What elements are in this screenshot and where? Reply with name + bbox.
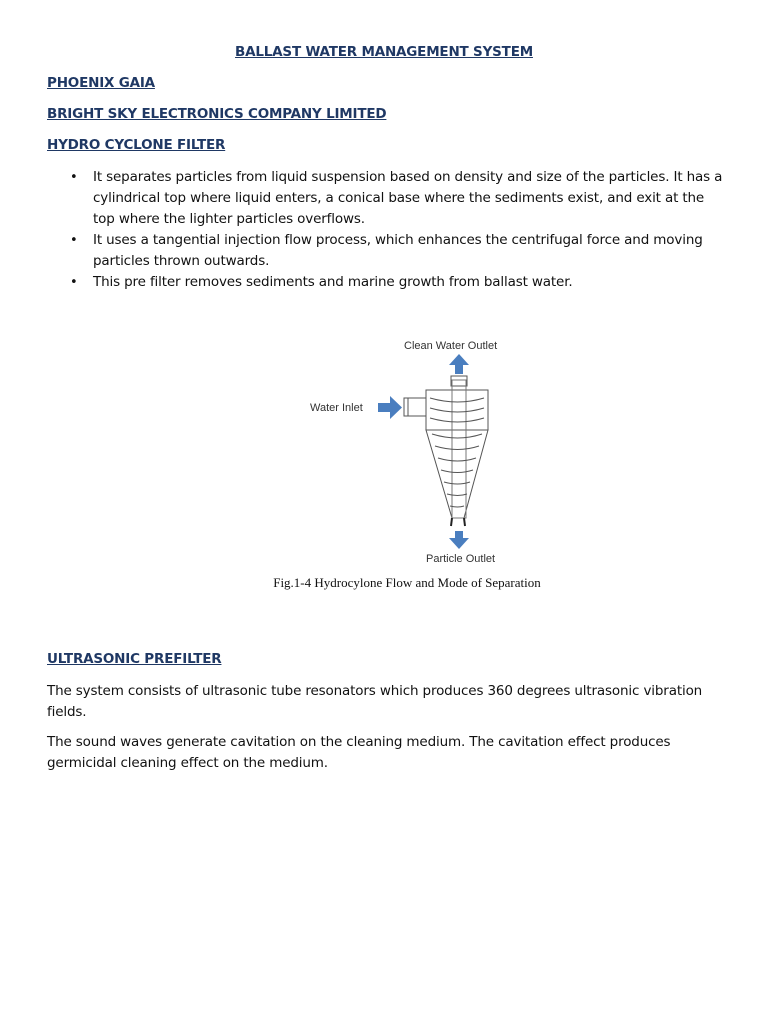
- particle-outlet-arrow-icon: [449, 531, 469, 549]
- hydro-cyclone-bullet-list: [47, 167, 727, 293]
- bullet-text: This pre filter removes sediments and marine growth from ballast water.: [93, 274, 573, 290]
- ultrasonic-paragraph: The system consists of ultrasonic tube resonators which produces 360 degrees ultrasonic vibration fields.: [47, 683, 703, 720]
- company-heading: BRIGHT SKY ELECTRONICS COMPANY LIMITED: [47, 106, 387, 122]
- bullet-item: [47, 230, 727, 272]
- bullet-dot-icon: •: [70, 275, 78, 290]
- ultrasonic-paragraph: The sound waves generate cavitation on the cleaning medium. The cavitation effect produces germicidal cleaning effect on the medium.: [47, 734, 671, 771]
- figure-caption: Fig.1-4 Hydrocylone Flow and Mode of Separation: [273, 575, 541, 590]
- hydrocyclone-diagram: [240, 330, 580, 570]
- bullet-dot-icon: •: [70, 233, 78, 248]
- document-title: BALLAST WATER MANAGEMENT SYSTEM: [235, 44, 533, 60]
- water-inlet-arrow-icon: [378, 396, 402, 419]
- hydrocyclone-figure: [240, 330, 580, 600]
- particle-outlet-label: Particle Outlet: [426, 553, 496, 565]
- water-inlet-label: Water Inlet: [310, 402, 363, 414]
- clean-water-outlet-label: Clean Water Outlet: [404, 340, 498, 352]
- bullet-dot-icon: •: [70, 170, 78, 185]
- bullet-item: [47, 272, 727, 293]
- hydrocyclone-body: [404, 376, 488, 526]
- bullet-text: It separates particles from liquid suspension based on density and size of the particles. It has a cylindrical top where liquid enters, a conical base where the sediments exist, and exit at the top where the lighter particles overflows.: [93, 169, 723, 227]
- clean-water-outlet-arrow-icon: [449, 354, 469, 374]
- ultrasonic-prefilter-heading: ULTRASONIC PREFILTER: [47, 651, 222, 667]
- bullet-item: [47, 167, 727, 230]
- product-heading: PHOENIX GAIA: [47, 75, 155, 91]
- hydro-cyclone-heading: HYDRO CYCLONE FILTER: [47, 137, 226, 153]
- bullet-text: It uses a tangential injection flow process, which enhances the centrifugal force and moving particles thrown outwards.: [93, 232, 703, 269]
